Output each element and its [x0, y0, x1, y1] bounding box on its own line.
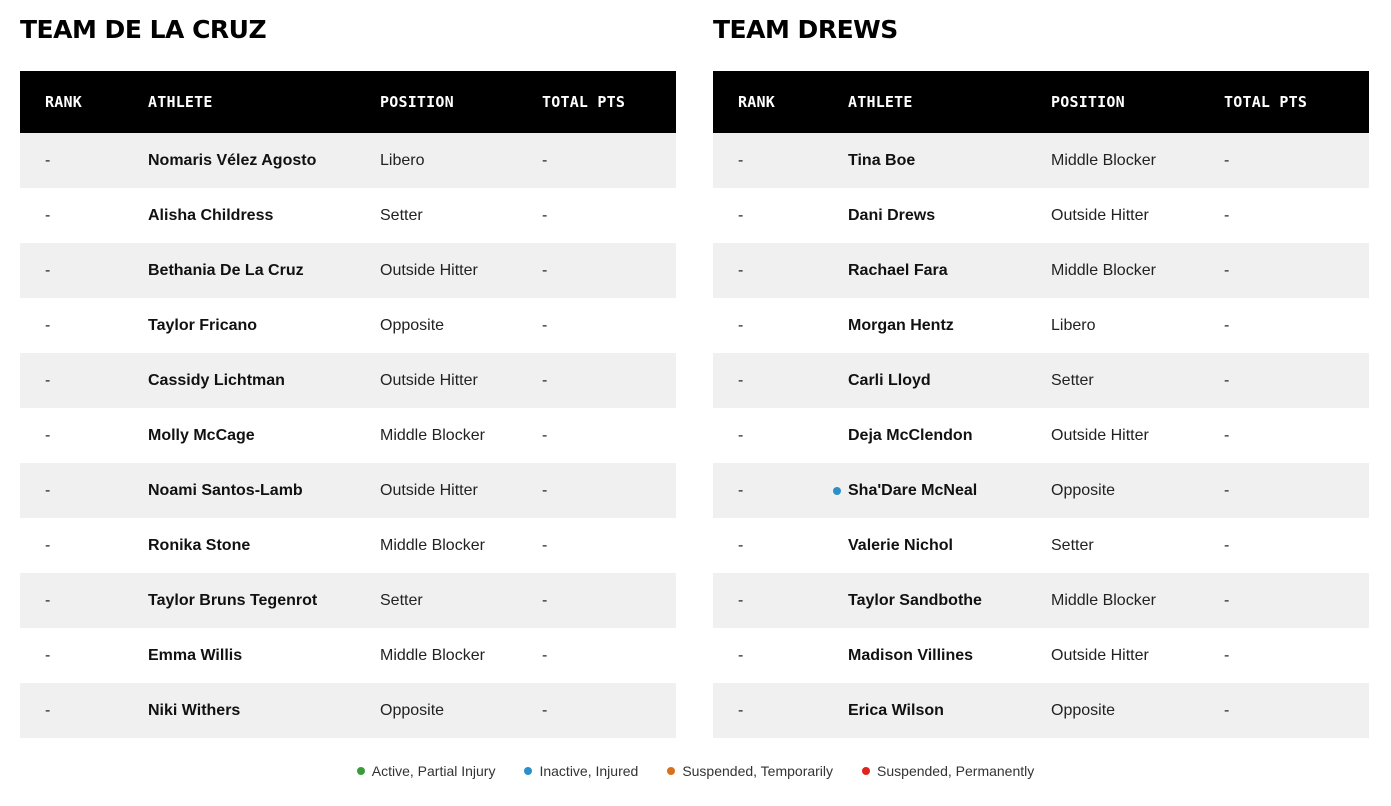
- athlete-name: Molly McCage: [148, 426, 255, 444]
- rank-cell: -: [738, 536, 744, 554]
- rank-cell: -: [738, 316, 744, 334]
- table-body: [20, 133, 676, 738]
- total-pts-cell: -: [542, 646, 548, 664]
- athlete-cell: [148, 427, 380, 445]
- total-pts-cell: -: [1224, 646, 1230, 664]
- athlete-cell: [148, 262, 380, 280]
- athlete-name: Morgan Hentz: [848, 316, 954, 334]
- rank-header: RANK: [738, 93, 775, 111]
- legend-item: [357, 760, 496, 782]
- position-cell: Libero: [380, 151, 425, 169]
- total-pts-cell: -: [542, 151, 548, 169]
- table-row: [20, 683, 676, 738]
- rank-cell: -: [45, 701, 51, 719]
- table-row: [713, 573, 1369, 628]
- athlete-cell: [848, 647, 1051, 665]
- athlete-name: Sha'Dare McNeal: [848, 481, 978, 499]
- table-row: [20, 298, 676, 353]
- status-dot-icon: [862, 767, 870, 775]
- rank-cell: -: [45, 371, 51, 389]
- athlete-name: Valerie Nichol: [848, 536, 953, 554]
- rank-cell: -: [45, 591, 51, 609]
- athlete-header: ATHLETE: [148, 93, 213, 111]
- rank-cell: -: [45, 481, 51, 499]
- total-pts-header: TOTAL PTS: [542, 93, 626, 111]
- status-legend: [0, 760, 1391, 782]
- athlete-cell: [148, 592, 380, 610]
- position-cell: Middle Blocker: [380, 646, 485, 664]
- athlete-cell: [148, 647, 380, 665]
- rank-cell: -: [45, 646, 51, 664]
- athlete-cell: [848, 702, 1051, 720]
- rank-cell: -: [738, 646, 744, 664]
- position-cell: Opposite: [380, 316, 445, 334]
- athlete-name: Madison Villines: [848, 646, 974, 664]
- total-pts-header: TOTAL PTS: [1224, 93, 1308, 111]
- athlete-cell: [148, 372, 380, 390]
- table-row: [713, 298, 1369, 353]
- table-row: [713, 518, 1369, 573]
- athlete-cell: [848, 372, 1051, 390]
- total-pts-cell: -: [1224, 481, 1230, 499]
- total-pts-cell: -: [542, 261, 548, 279]
- total-pts-cell: -: [542, 206, 548, 224]
- total-pts-cell: -: [1224, 261, 1230, 279]
- status-dot-icon: [524, 767, 532, 775]
- position-cell: Middle Blocker: [1051, 261, 1156, 279]
- legend-label: Suspended, Temporarily: [682, 763, 834, 779]
- table-row: [20, 353, 676, 408]
- position-header: POSITION: [1051, 93, 1125, 111]
- table-row: [20, 243, 676, 298]
- position-cell: Setter: [1051, 536, 1094, 554]
- table-row: [20, 518, 676, 573]
- table-row: [713, 683, 1369, 738]
- rank-cell: -: [738, 701, 744, 719]
- team-title: TEAM DREWS: [713, 15, 898, 44]
- table-row: [20, 188, 676, 243]
- athlete-name: Carli Lloyd: [848, 371, 931, 389]
- athlete-name: Niki Withers: [148, 701, 241, 719]
- table-header: [713, 71, 1369, 133]
- position-cell: Outside Hitter: [1051, 646, 1149, 664]
- table-row: [713, 243, 1369, 298]
- legend-label: Active, Partial Injury: [371, 763, 496, 779]
- athlete-cell: [848, 592, 1051, 610]
- position-cell: Opposite: [380, 701, 445, 719]
- athlete-name: Dani Drews: [848, 206, 936, 224]
- legend-item: [524, 760, 638, 782]
- total-pts-cell: -: [1224, 591, 1230, 609]
- athlete-cell: [848, 152, 1051, 170]
- rank-cell: -: [738, 206, 744, 224]
- athlete-cell: [148, 702, 380, 720]
- position-cell: Outside Hitter: [1051, 206, 1149, 224]
- athlete-cell: [848, 317, 1051, 335]
- rank-cell: -: [738, 371, 744, 389]
- athlete-cell: [848, 482, 1051, 500]
- total-pts-cell: -: [542, 536, 548, 554]
- athlete-name: Cassidy Lichtman: [148, 371, 285, 389]
- rank-cell: -: [738, 591, 744, 609]
- legend-item: [862, 760, 1034, 782]
- position-header: POSITION: [380, 93, 454, 111]
- legend-item: [667, 760, 833, 782]
- position-cell: Outside Hitter: [1051, 426, 1149, 444]
- table-row: [713, 628, 1369, 683]
- rank-cell: -: [738, 481, 744, 499]
- total-pts-cell: -: [1224, 371, 1230, 389]
- team-drews-section: [713, 0, 1369, 738]
- position-cell: Middle Blocker: [1051, 591, 1156, 609]
- status-dot-icon: [357, 767, 365, 775]
- legend-label: Suspended, Permanently: [877, 763, 1035, 779]
- position-cell: Middle Blocker: [1051, 151, 1156, 169]
- athlete-name: Noami Santos-Lamb: [148, 481, 303, 499]
- total-pts-cell: -: [542, 371, 548, 389]
- position-cell: Opposite: [1051, 701, 1116, 719]
- athlete-name: Tina Boe: [848, 151, 916, 169]
- status-dot-icon: [667, 767, 675, 775]
- total-pts-cell: -: [1224, 316, 1230, 334]
- rank-cell: -: [45, 206, 51, 224]
- total-pts-cell: -: [1224, 151, 1230, 169]
- table-row: [20, 133, 676, 188]
- table-body: [713, 133, 1369, 738]
- table-row: [713, 188, 1369, 243]
- position-cell: Libero: [1051, 316, 1096, 334]
- table-row: [20, 408, 676, 463]
- total-pts-cell: -: [1224, 206, 1230, 224]
- athlete-name: Bethania De La Cruz: [148, 261, 304, 279]
- team-de-la-cruz-section: [20, 0, 676, 738]
- athlete-name: Deja McClendon: [848, 426, 973, 444]
- total-pts-cell: -: [1224, 536, 1230, 554]
- position-cell: Outside Hitter: [380, 481, 478, 499]
- legend-label: Inactive, Injured: [539, 763, 639, 779]
- athlete-name: Ronika Stone: [148, 536, 251, 554]
- athlete-header: ATHLETE: [848, 93, 913, 111]
- rank-cell: -: [738, 426, 744, 444]
- athlete-cell: [848, 262, 1051, 280]
- athlete-name: Emma Willis: [148, 646, 243, 664]
- athlete-cell: [848, 537, 1051, 555]
- athlete-name: Erica Wilson: [848, 701, 944, 719]
- position-cell: Setter: [380, 206, 423, 224]
- athlete-cell: [148, 317, 380, 335]
- total-pts-cell: -: [542, 591, 548, 609]
- athlete-cell: [848, 427, 1051, 445]
- rank-cell: -: [45, 536, 51, 554]
- rank-cell: -: [738, 151, 744, 169]
- total-pts-cell: -: [542, 481, 548, 499]
- athlete-name: Rachael Fara: [848, 261, 948, 279]
- position-cell: Setter: [1051, 371, 1094, 389]
- position-cell: Middle Blocker: [380, 426, 485, 444]
- rank-cell: -: [738, 261, 744, 279]
- position-cell: Outside Hitter: [380, 371, 478, 389]
- table-header: [20, 71, 676, 133]
- athlete-name: Taylor Fricano: [148, 316, 258, 334]
- total-pts-cell: -: [542, 426, 548, 444]
- table-row: [20, 628, 676, 683]
- athlete-cell: [148, 152, 380, 170]
- roster-table: [20, 71, 676, 738]
- rank-header: RANK: [45, 93, 82, 111]
- total-pts-cell: -: [1224, 701, 1230, 719]
- athlete-name: Taylor Sandbothe: [848, 591, 982, 609]
- table-row: [713, 408, 1369, 463]
- team-title: TEAM DE LA CRUZ: [20, 15, 267, 44]
- position-cell: Opposite: [1051, 481, 1116, 499]
- table-row: [713, 463, 1369, 518]
- rank-cell: -: [45, 151, 51, 169]
- athlete-name: Nomaris Vélez Agosto: [148, 151, 317, 169]
- athlete-cell: [148, 482, 380, 500]
- athlete-cell: [148, 537, 380, 555]
- total-pts-cell: -: [542, 701, 548, 719]
- total-pts-cell: -: [542, 316, 548, 334]
- rank-cell: -: [45, 316, 51, 334]
- athlete-name: Alisha Childress: [148, 206, 274, 224]
- table-row: [713, 133, 1369, 188]
- roster-table: [713, 71, 1369, 738]
- table-row: [20, 463, 676, 518]
- table-row: [20, 573, 676, 628]
- table-row: [713, 353, 1369, 408]
- rank-cell: -: [45, 261, 51, 279]
- position-cell: Middle Blocker: [380, 536, 485, 554]
- status-dot-icon: [833, 487, 841, 495]
- position-cell: Setter: [380, 591, 423, 609]
- athlete-cell: [148, 207, 380, 225]
- rank-cell: -: [45, 426, 51, 444]
- athlete-cell: [848, 207, 1051, 225]
- total-pts-cell: -: [1224, 426, 1230, 444]
- athlete-name: Taylor Bruns Tegenrot: [148, 591, 318, 609]
- position-cell: Outside Hitter: [380, 261, 478, 279]
